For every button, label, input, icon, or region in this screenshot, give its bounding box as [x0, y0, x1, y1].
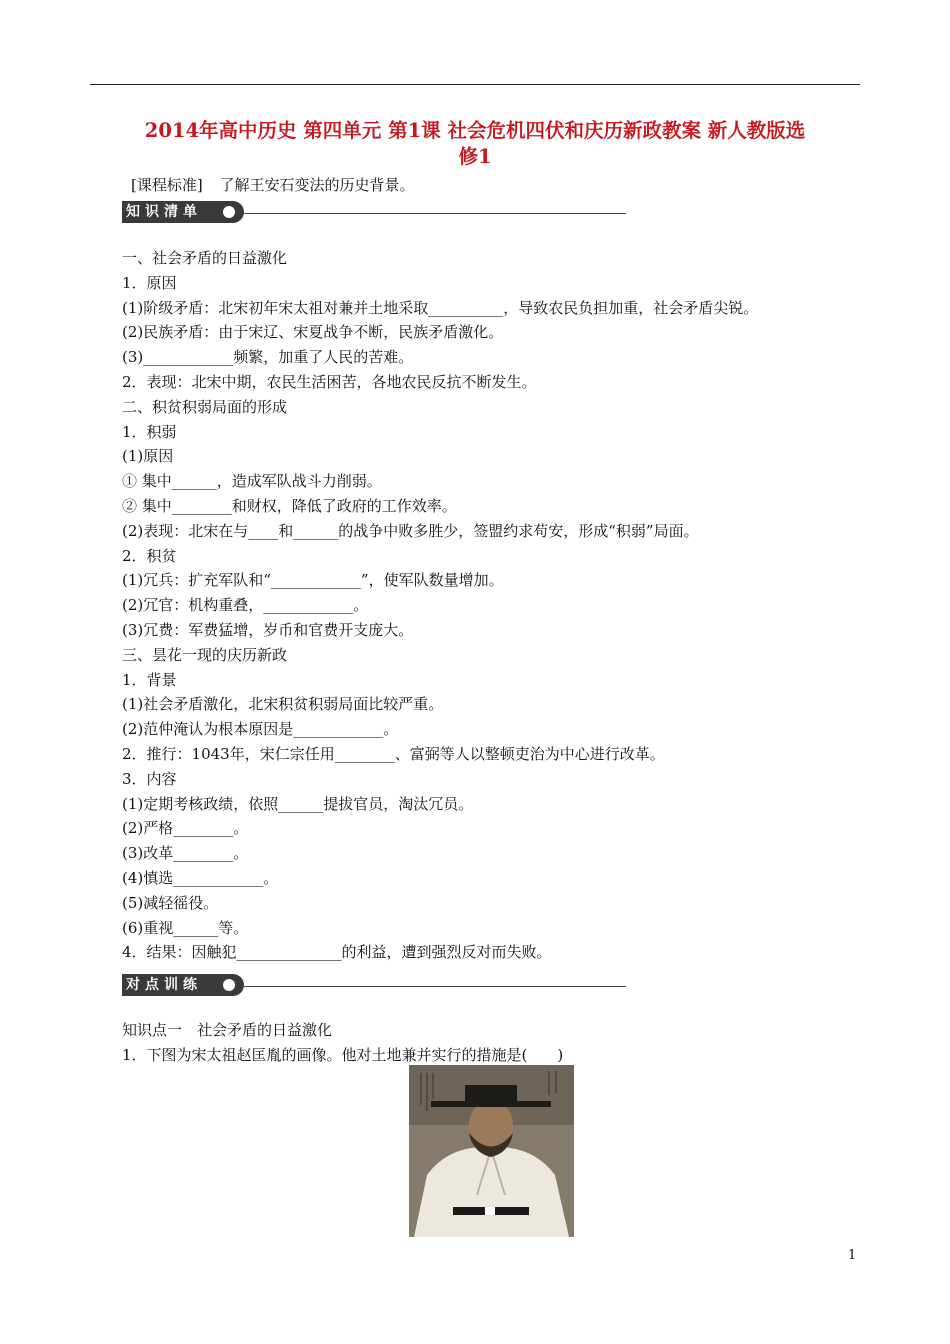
text-line: 1．下图为宋太祖赵匡胤的画像。他对土地兼并实行的措施是( ): [122, 1045, 564, 1064]
banner-label: 知识清单: [122, 201, 244, 223]
text-line: (5)减轻徭役。: [122, 893, 219, 912]
practice-list: [122, 1018, 563, 1068]
banner-rule: [244, 986, 626, 987]
text-line: 1．原因: [122, 273, 177, 292]
document-title: [90, 118, 860, 170]
title-line-2: 修1: [458, 145, 492, 168]
banner-rule: [244, 213, 626, 214]
knowledge-list: [122, 246, 758, 965]
text-line: 二、积贫积弱局面的形成: [122, 397, 288, 416]
text-line: (2)范仲淹认为根本原因是____________。: [122, 720, 399, 739]
text-line: (1)阶级矛盾：北宋初年宋太祖对兼并土地采取__________，导致农民负担加重，社会矛盾尖锐。: [122, 298, 759, 317]
text-line: ② 集中________和财权，降低了政府的工作效率。: [122, 496, 457, 515]
course-standard-text: 了解王安石变法的历史背景。: [219, 176, 415, 194]
text-line: 三、昙花一现的庆历新政: [122, 645, 288, 664]
banner-label: 对点训练: [122, 974, 244, 996]
text-line: 2．表现：北宋中期，农民生活困苦，各地农民反抗不断发生。: [122, 372, 537, 391]
text-line: (2)严格________。: [122, 819, 249, 838]
text-line: ① 集中______，造成军队战斗力削弱。: [122, 472, 382, 491]
text-line: 1．积弱: [122, 422, 177, 441]
header-rule: [90, 84, 860, 85]
course-standard: [131, 174, 415, 195]
text-line: (1)社会矛盾激化，北宋积贫积弱局面比较严重。: [122, 695, 444, 714]
text-line: 3．内容: [122, 769, 177, 788]
course-standard-tag: [课程标准]: [131, 176, 203, 194]
text-line: (4)慎选____________。: [122, 868, 279, 887]
text-line: (3)____________频繁，加重了人民的苦难。: [122, 348, 414, 367]
page-number: 1: [848, 1248, 857, 1263]
text-line: 一、社会矛盾的日益激化: [122, 249, 288, 267]
emperor-portrait-image: [409, 1065, 574, 1237]
text-line: 2．推行：1043年，宋仁宗任用________、富弼等人以整顿吏治为中心进行改革。: [122, 744, 665, 763]
text-line: (1)定期考核政绩，依照______提拔官员，淘汰冗员。: [122, 794, 474, 813]
banner-dot-icon: [223, 979, 235, 991]
text-line: 4．结果：因触犯______________的利益，遭到强烈反对而失败。: [122, 943, 552, 962]
text-line: (1)冗兵：扩充军队和“____________”，使军队数量增加。: [122, 571, 504, 590]
portrait-illustration: [409, 1065, 574, 1237]
text-line: (6)重视______等。: [122, 918, 249, 937]
text-line: (3)改革________。: [122, 844, 249, 863]
text-line: (2)民族矛盾：由于宋辽、宋夏战争不断，民族矛盾激化。: [122, 323, 504, 342]
text-line: (1)原因: [122, 447, 174, 466]
text-line: (3)冗费：军费猛增，岁币和官费开支庞大。: [122, 620, 414, 639]
text-line: (2)表现：北宋在与____和______的战争中败多胜少，签盟约求苟安，形成“积弱”局面。: [122, 521, 699, 540]
text-line: 知识点一 社会矛盾的日益激化: [122, 1021, 333, 1039]
banner-dot-icon: [223, 206, 235, 218]
title-line-1: 2014年高中历史 第四单元 第1课 社会危机四伏和庆历新政教案 新人教版选: [144, 119, 806, 142]
text-line: 1．背景: [122, 670, 177, 689]
text-line: 2．积贫: [122, 546, 177, 565]
text-line: (2)冗官：机构重叠，____________。: [122, 596, 369, 615]
